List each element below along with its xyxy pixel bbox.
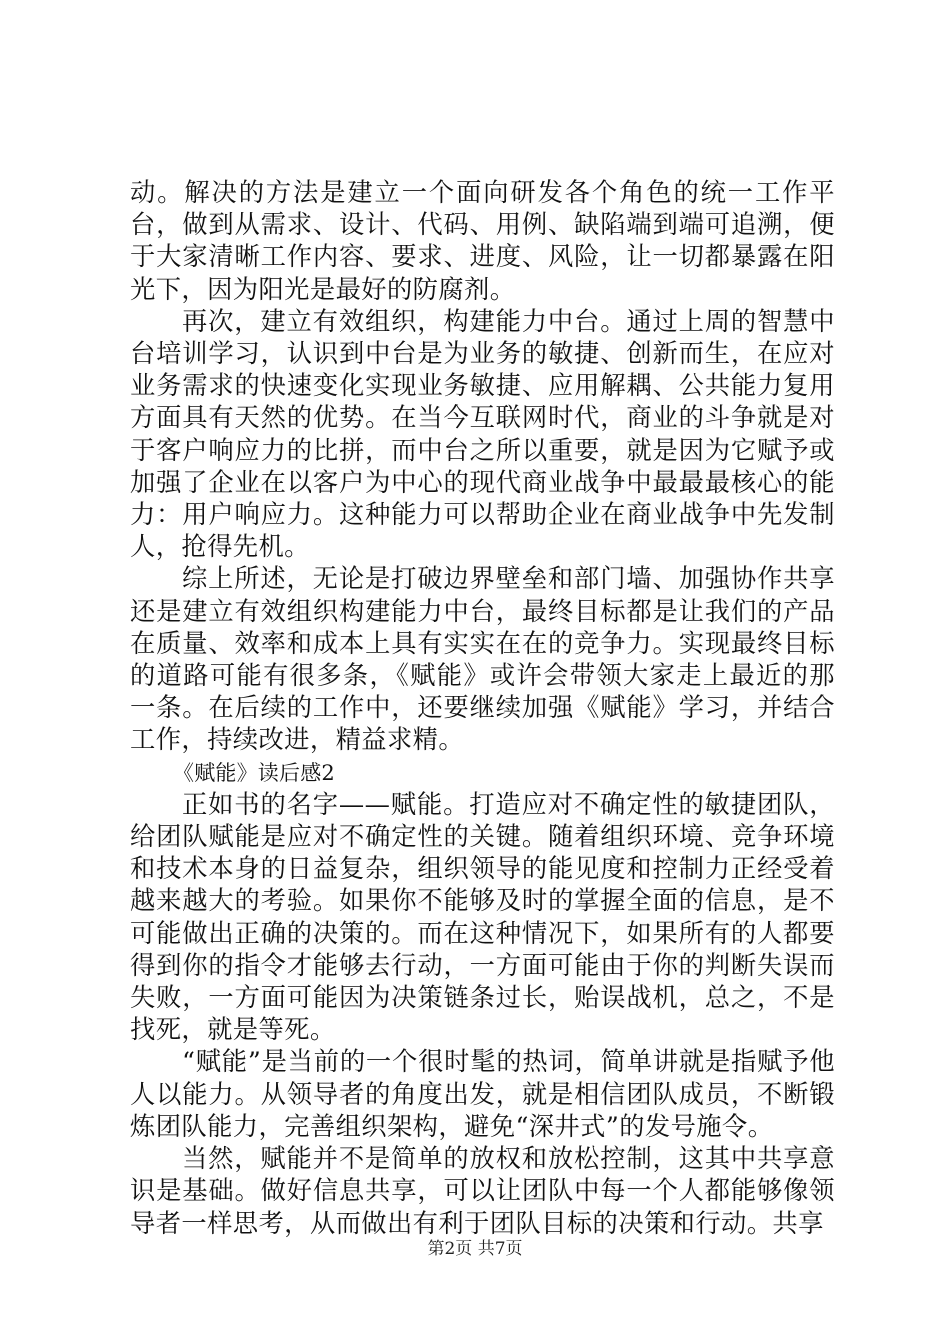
paragraph-capability-platform: 再次，建立有效组织，构建能力中台。通过上周的智慧中台培训学习，认识到中台是为业务的敏捷、创新而生，在应对业务需求的快速变化实现业务敏捷、应用解耦、公共能力复用方面具有天然的优势。在当今互联网时代，商业的斗争就是对于客户响应力的比拼，而中台之所以重要，就是因为它赋予或加强了企业在以客户为中心的现代商业战争中最最最核心的能力：用户响应力。这种能力可以帮助企业在商业战争中先发制人，抢得先机。: [130, 306, 835, 562]
document-body: [130, 177, 835, 1240]
page-number-footer: 第2页 共7页: [427, 1239, 523, 1259]
paragraph-continuation: 动。解决的方法是建立一个面向研发各个角色的统一工作平台，做到从需求、设计、代码、用例、缺陷端到端可追溯，便于大家清晰工作内容、要求、进度、风险，让一切都暴露在阳光下，因为阳光是最好的防腐剂。: [130, 178, 835, 304]
paragraph-summary: 综上所述，无论是打破边界壁垒和部门墙、加强协作共享还是建立有效组织构建能力中台，最终目标都是让我们的产品在质量、效率和成本上具有实实在在的竞争力。实现最终目标的道路可能有很多条，《赋能》或许会带领大家走上最近的那一条。在后续的工作中，还要继续加强《赋能》学习，并结合工作，持续改进，精益求精。: [130, 564, 835, 755]
paragraph-empowerment-definition: “赋能”是当前的一个很时髦的热词，简单讲就是指赋予他人以能力。从领导者的角度出发，就是相信团队成员，不断锻炼团队能力，完善组织架构，避免“深井式”的发号施令。: [130, 1047, 835, 1141]
paragraph-agile-team: 正如书的名字——赋能。打造应对不确定性的敏捷团队，给团队赋能是应对不确定性的关键。随着组织环境、竞争环境和技术本身的日益复杂，组织领导的能见度和控制力正经受着越来越大的考验。如果你不能够及时的掌握全面的信息，是不可能做出正确的决策的。而在这种情况下，如果所有的人都要得到你的指令才能够去行动，一方面可能由于你的判断失误而失败，一方面可能因为决策链条过长，贻误战机，总之，不是找死，就是等死。: [130, 789, 835, 1045]
paragraph-shared-consciousness: 当然，赋能并不是简单的放权和放松控制，这其中共享意识是基础。做好信息共享，可以让团队中每一个人都能够像领导者一样思考，从而做出有利于团队目标的决策和行动。共享: [130, 1144, 835, 1238]
section-heading: 《赋能》读后感2: [173, 760, 335, 785]
